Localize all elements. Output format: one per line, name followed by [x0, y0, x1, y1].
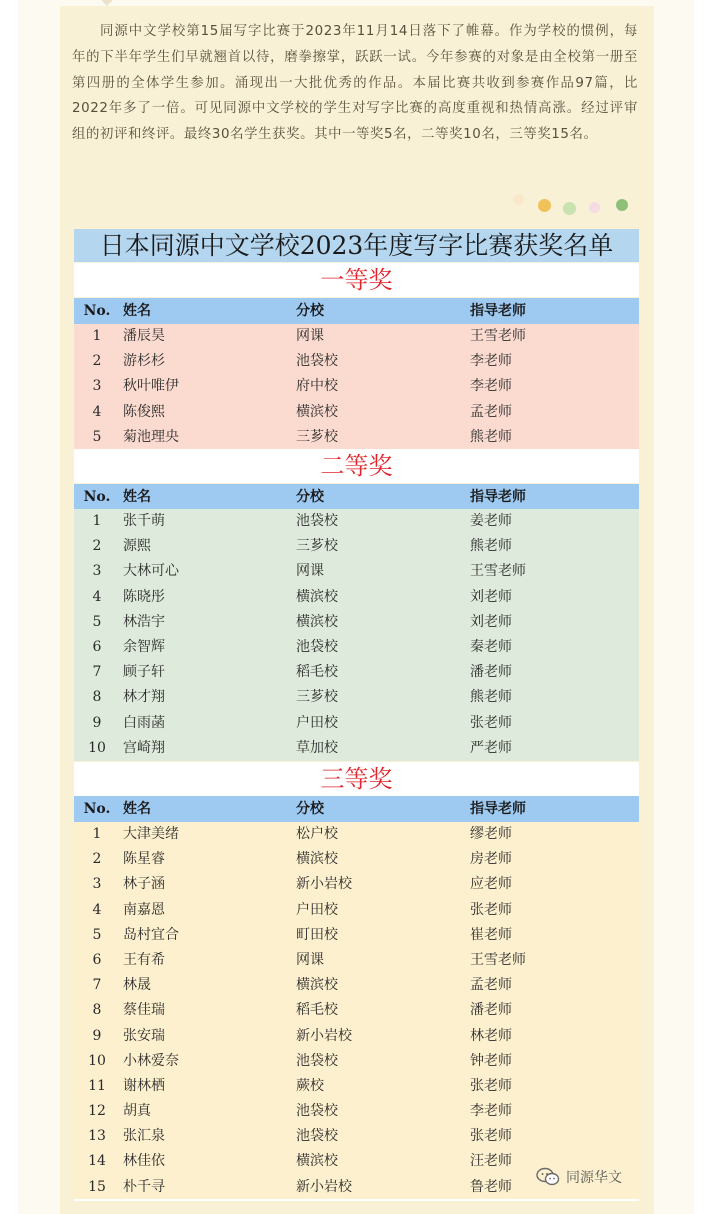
table-row: [74, 559, 639, 584]
row-number: 11: [88, 1077, 106, 1094]
branch-school: 新小岩校: [296, 1027, 352, 1044]
table-row: [74, 973, 639, 998]
prize-title: 三等奖: [74, 762, 639, 796]
student-name: 源熙: [123, 538, 151, 555]
student-name: 陈俊熙: [123, 403, 165, 420]
table-header: [74, 484, 639, 510]
row-number: 4: [92, 588, 102, 605]
student-name: 林才翔: [123, 689, 165, 706]
table-row: [74, 635, 639, 660]
teacher-name: 孟老师: [470, 977, 512, 994]
teacher-name: 秦老师: [470, 638, 512, 655]
intro-paragraph: 同源中文学校第15届写字比赛于2023年11月14日落下了帷幕。作为学校的惯例，每年的下半年学生们早就翘首以待，磨拳擦掌，跃跃一试。今年参赛的对象是由全校第一册至第四册的全体学生参加。涌现出一大批优秀的作品。本届比赛共收到参赛作品97篇，比2022年多了一倍。可见同源中文学校的学生对写字比赛的高度重视和热情高涨。经过评审组的初评和终评。最终30名学生获奖。其中一等奖5名，二等奖10名，三等奖15名。: [72, 24, 638, 143]
teacher-name: 李老师: [470, 1103, 512, 1120]
branch-school: 新小岩校: [296, 1178, 352, 1195]
teacher-name: 熊老师: [470, 428, 512, 445]
teacher-name: 房老师: [470, 851, 512, 868]
branch-school: 网课: [296, 563, 324, 580]
row-number: 5: [92, 926, 102, 943]
branch-school: 横滨校: [296, 1153, 338, 1170]
teacher-name: 潘老师: [470, 1002, 512, 1019]
table-row: [74, 998, 639, 1023]
teacher-name: 姜老师: [470, 513, 512, 529]
student-name: 王有希: [123, 951, 165, 968]
decorative-dots: [513, 194, 633, 214]
table-row: [74, 400, 639, 425]
branch-school: 草加校: [296, 739, 338, 756]
header-name: 姓名: [123, 801, 151, 817]
teacher-name: 李老师: [470, 378, 512, 395]
header-no: No.: [83, 303, 111, 319]
row-number: 6: [92, 638, 102, 655]
table-row: [74, 1049, 639, 1074]
row-number: 10: [88, 739, 106, 756]
student-name: 朴千寻: [123, 1178, 165, 1195]
table-header: [74, 796, 639, 822]
student-name: 菊池理央: [123, 428, 179, 445]
branch-school: 三芗校: [296, 689, 338, 706]
row-number: 2: [92, 353, 102, 370]
branch-school: 池袋校: [296, 353, 338, 370]
header-no: No.: [83, 801, 111, 817]
row-number: 5: [92, 613, 102, 630]
teacher-name: 潘老师: [470, 664, 512, 681]
table-row: [74, 534, 639, 559]
row-number: 3: [92, 876, 102, 893]
branch-school: 横滨校: [296, 613, 338, 630]
row-number: 1: [92, 826, 102, 842]
notch-decoration: [101, 0, 113, 6]
table-body: [74, 324, 639, 450]
header-teacher: 指导老师: [470, 801, 526, 817]
teacher-name: 汪老师: [470, 1153, 512, 1170]
teacher-name: 王雪老师: [470, 328, 526, 344]
row-number: 7: [92, 977, 102, 994]
row-number: 8: [92, 689, 102, 706]
header-name: 姓名: [123, 489, 151, 505]
branch-school: 网课: [296, 951, 324, 968]
student-name: 潘辰昊: [123, 328, 165, 344]
table-row: [74, 349, 639, 374]
branch-school: 稻毛校: [296, 664, 338, 681]
branch-school: 池袋校: [296, 1103, 338, 1120]
table-row: [74, 509, 639, 534]
row-number: 6: [92, 951, 102, 968]
table-body: [74, 509, 639, 761]
row-number: 1: [92, 513, 102, 529]
prize-title: 二等奖: [74, 449, 639, 483]
table-row: [74, 948, 639, 973]
prize-title: 一等奖: [74, 263, 639, 297]
branch-school: 横滨校: [296, 977, 338, 994]
row-number: 9: [92, 1027, 102, 1044]
watermark-text: 同源华文: [566, 1170, 622, 1186]
row-number: 10: [88, 1052, 106, 1069]
teacher-name: 应老师: [470, 876, 512, 893]
branch-school: 府中校: [296, 378, 338, 395]
branch-school: 蕨校: [296, 1077, 324, 1094]
teacher-name: 崔老师: [470, 926, 512, 943]
student-name: 岛村宜合: [123, 926, 179, 943]
teacher-name: 林老师: [470, 1027, 512, 1044]
student-name: 秋叶唯伊: [123, 378, 179, 395]
row-number: 12: [88, 1103, 106, 1120]
teacher-name: 李老师: [470, 353, 512, 370]
teacher-name: 孟老师: [470, 403, 512, 420]
table-row: [74, 324, 639, 349]
row-number: 3: [92, 563, 102, 580]
student-name: 胡真: [123, 1103, 151, 1120]
teacher-name: 严老师: [470, 739, 512, 756]
branch-school: 池袋校: [296, 513, 338, 529]
teacher-name: 张老师: [470, 901, 512, 918]
dot-icon: [589, 202, 600, 213]
table-row: [74, 711, 639, 736]
teacher-name: 张老师: [470, 714, 512, 731]
student-name: 林子涵: [123, 876, 165, 893]
branch-school: 池袋校: [296, 1052, 338, 1069]
row-number: 3: [92, 378, 102, 395]
student-name: 白雨菡: [123, 714, 165, 731]
table-body: [74, 822, 639, 1200]
student-name: 游杉杉: [123, 353, 165, 370]
branch-school: 池袋校: [296, 638, 338, 655]
student-name: 谢林栖: [123, 1077, 165, 1094]
student-name: 张安瑞: [123, 1027, 165, 1044]
branch-school: 三芗校: [296, 538, 338, 555]
student-name: 陈星睿: [123, 851, 165, 868]
row-number: 4: [92, 901, 102, 918]
table-row: [74, 736, 639, 761]
branch-school: 三芗校: [296, 428, 338, 445]
branch-school: 町田校: [296, 926, 338, 943]
dot-icon: [513, 194, 524, 205]
branch-school: 横滨校: [296, 403, 338, 420]
row-number: 7: [92, 664, 102, 681]
header-school: 分校: [296, 489, 324, 505]
row-number: 1: [92, 328, 102, 344]
header-name: 姓名: [123, 303, 151, 319]
table-row: [74, 847, 639, 872]
row-number: 8: [92, 1002, 102, 1019]
branch-school: 户田校: [296, 714, 338, 731]
header-teacher: 指导老师: [470, 489, 526, 505]
teacher-name: 熊老师: [470, 689, 512, 706]
student-name: 小林爱奈: [123, 1052, 179, 1069]
student-name: 宫崎翔: [123, 739, 165, 756]
student-name: 张千萌: [123, 513, 165, 529]
table-row: [74, 425, 639, 450]
row-number: 2: [92, 538, 102, 555]
table-row: [74, 1074, 639, 1099]
watermark: [536, 1166, 622, 1188]
branch-school: 网课: [296, 328, 324, 344]
teacher-name: 张老师: [470, 1128, 512, 1145]
branch-school: 横滨校: [296, 588, 338, 605]
table-row: [74, 610, 639, 635]
dot-icon: [563, 202, 576, 215]
table-header: [74, 298, 639, 324]
table-row: [74, 822, 639, 847]
student-name: 大津美绪: [123, 826, 179, 842]
teacher-name: 缪老师: [470, 826, 512, 842]
row-number: 9: [92, 714, 102, 731]
student-name: 张汇泉: [123, 1128, 165, 1145]
student-name: 林浩宇: [123, 613, 165, 630]
award-list-title: 日本同源中文学校2023年度写字比赛获奖名单: [74, 229, 639, 262]
table-row: [74, 374, 639, 399]
header-school: 分校: [296, 801, 324, 817]
teacher-name: 鲁老师: [470, 1178, 512, 1195]
branch-school: 松户校: [296, 826, 338, 842]
teacher-name: 刘老师: [470, 588, 512, 605]
header-teacher: 指导老师: [470, 303, 526, 319]
teacher-name: 钟老师: [470, 1052, 512, 1069]
table-row: [74, 872, 639, 897]
branch-school: 新小岩校: [296, 876, 352, 893]
header-school: 分校: [296, 303, 324, 319]
row-number: 13: [88, 1128, 106, 1145]
branch-school: 户田校: [296, 901, 338, 918]
header-no: No.: [83, 489, 111, 505]
table-row: [74, 923, 639, 948]
student-name: 林佳依: [123, 1153, 165, 1170]
teacher-name: 熊老师: [470, 538, 512, 555]
wechat-icon: [536, 1167, 560, 1187]
dot-icon: [538, 199, 551, 212]
student-name: 大林可心: [123, 563, 179, 580]
row-number: 4: [92, 403, 102, 420]
row-number: 15: [88, 1178, 106, 1195]
row-number: 2: [92, 851, 102, 868]
branch-school: 池袋校: [296, 1128, 338, 1145]
teacher-name: 王雪老师: [470, 951, 526, 968]
student-name: 余智辉: [123, 638, 165, 655]
table-row: [74, 660, 639, 685]
student-name: 蔡佳瑞: [123, 1002, 165, 1019]
branch-school: 横滨校: [296, 851, 338, 868]
branch-school: 稻毛校: [296, 1002, 338, 1019]
row-number: 14: [88, 1153, 106, 1170]
teacher-name: 刘老师: [470, 613, 512, 630]
table-row: [74, 898, 639, 923]
table-row: [74, 1024, 639, 1049]
student-name: 顾子轩: [123, 664, 165, 681]
teacher-name: 张老师: [470, 1077, 512, 1094]
teacher-name: 王雪老师: [470, 563, 526, 580]
table-bottom-border: [74, 1199, 639, 1201]
table-row: [74, 585, 639, 610]
table-row: [74, 1099, 639, 1124]
table-row: [74, 685, 639, 710]
student-name: 林晟: [123, 977, 151, 994]
student-name: 南嘉恩: [123, 901, 165, 918]
table-row: [74, 1124, 639, 1149]
row-number: 5: [92, 428, 102, 445]
student-name: 陈晓彤: [123, 588, 165, 605]
dot-icon: [616, 199, 628, 211]
